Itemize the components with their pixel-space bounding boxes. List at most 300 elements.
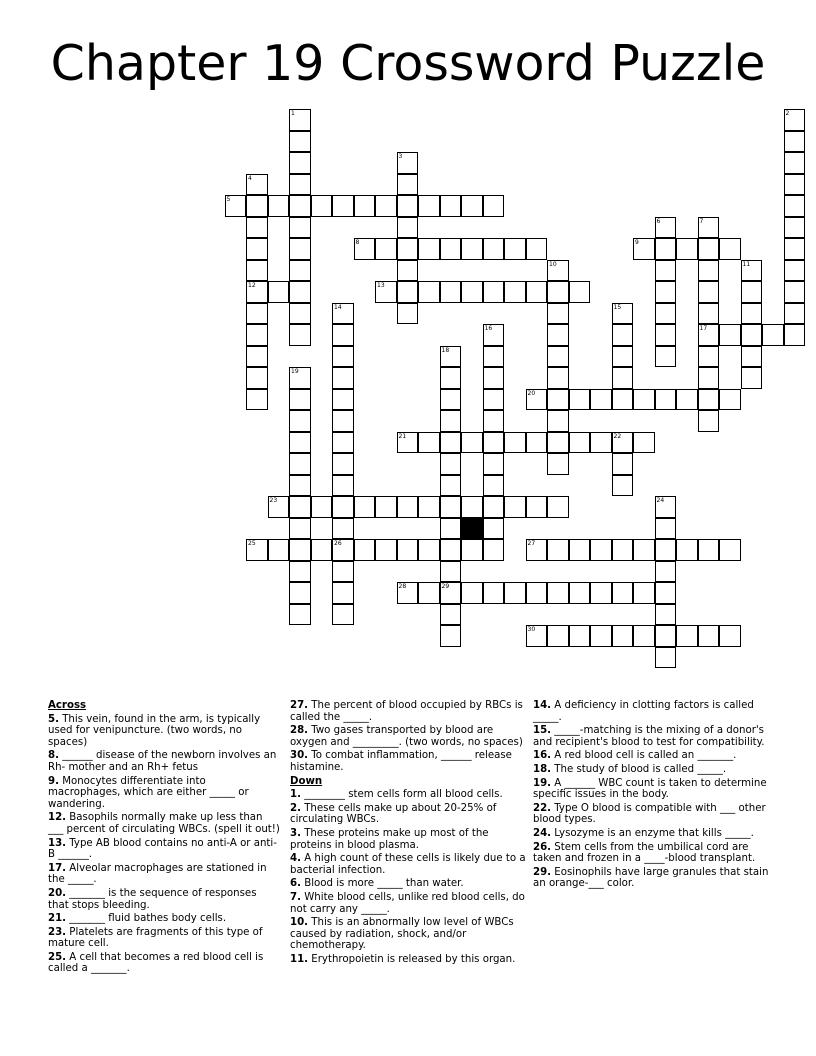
grid-cell[interactable] [504,496,526,518]
grid-cell[interactable] [526,539,548,561]
grid-cell[interactable] [289,260,311,282]
grid-cell[interactable] [483,281,505,303]
grid-cell[interactable] [676,389,698,411]
grid-cell[interactable] [397,152,419,174]
grid-cell[interactable] [698,303,720,325]
grid-cell[interactable] [633,625,655,647]
grid-cell[interactable] [655,539,677,561]
grid-cell[interactable] [332,432,354,454]
grid-cell[interactable] [375,539,397,561]
grid-cell[interactable] [311,195,333,217]
grid-cell[interactable] [547,432,569,454]
clue-number: 1. [290,789,301,801]
grid-cell[interactable] [698,539,720,561]
grid-cell[interactable] [526,238,548,260]
clue-item [290,725,526,748]
grid-cell[interactable] [375,238,397,260]
grid-cell[interactable] [483,195,505,217]
grid-cell[interactable] [332,389,354,411]
grid-cell[interactable] [289,582,311,604]
clue-number-label: 20 [527,389,536,397]
grid-cell[interactable] [332,582,354,604]
clue-number: 16. [533,750,552,762]
grid-cell[interactable] [633,432,655,454]
grid-cell[interactable] [289,367,311,389]
grid-cell[interactable] [397,174,419,196]
grid-cell[interactable] [526,432,548,454]
grid-cell[interactable] [547,367,569,389]
grid-cell[interactable] [289,109,311,131]
clue-item [48,888,280,911]
grid-cell[interactable] [483,582,505,604]
grid-cell[interactable] [246,324,268,346]
grid-cell[interactable] [526,582,548,604]
grid-cell[interactable] [375,281,397,303]
grid-cell[interactable] [246,346,268,368]
clue-item [290,917,526,952]
clue-number-label: 1 [291,110,295,117]
grid-cell[interactable] [741,260,763,282]
grid-cell[interactable] [418,496,440,518]
grid-cell[interactable] [698,346,720,368]
grid-cell[interactable] [246,281,268,303]
grid-cell[interactable] [784,109,806,131]
grid-cell[interactable] [461,496,483,518]
grid-cell[interactable] [698,625,720,647]
grid-cell[interactable] [289,195,311,217]
grid-cell[interactable] [655,389,677,411]
grid-cell[interactable] [440,346,462,368]
grid-cell[interactable] [612,367,634,389]
grid-cell[interactable] [440,367,462,389]
grid-cell[interactable] [784,281,806,303]
grid-cell[interactable] [719,625,741,647]
clue-text: White blood cells, unlike red blood cells, do not carry any _____. [290,891,525,915]
grid-cell[interactable] [698,238,720,260]
grid-cell[interactable] [590,389,612,411]
grid-cell[interactable] [612,453,634,475]
grid-cell[interactable] [332,475,354,497]
grid-cell[interactable] [483,539,505,561]
grid-cell[interactable] [698,410,720,432]
grid-cell[interactable] [483,410,505,432]
clue-number: 18. [533,763,552,775]
grid-cell[interactable] [246,367,268,389]
grid-cell[interactable] [375,496,397,518]
grid-cell[interactable] [332,324,354,346]
grid-cell[interactable] [397,496,419,518]
grid-cell[interactable] [655,303,677,325]
clue-number-label: 29 [441,583,450,590]
grid-cell[interactable] [676,539,698,561]
grid-cell[interactable] [246,238,268,260]
clue-number-label: 7 [699,217,704,225]
grid-cell[interactable] [332,346,354,368]
grid-cell[interactable] [655,625,677,647]
grid-cell[interactable] [332,195,354,217]
grid-cell[interactable] [397,281,419,303]
clue-item [533,803,769,826]
clues-column-1 [48,700,280,977]
clue-text: _______ is the sequence of responses that stops bleeding. [48,887,257,911]
clue-text: The percent of blood occupied by RBCs is called the _____. [290,700,523,723]
grid-cell[interactable] [526,496,548,518]
clue-number: 17. [48,862,67,874]
grid-cell[interactable] [440,561,462,583]
clue-number-label: 3 [398,153,403,160]
grid-cell[interactable] [483,496,505,518]
grid-cell[interactable] [655,324,677,346]
grid-cell[interactable] [440,432,462,454]
grid-cell[interactable] [784,195,806,217]
grid-cell[interactable] [741,324,763,346]
grid-cell[interactable] [483,389,505,411]
clue-item [533,842,769,865]
grid-cell[interactable] [547,281,569,303]
clue-number: 13. [48,837,67,849]
grid-cell[interactable] [461,195,483,217]
grid-cell[interactable] [612,389,634,411]
grid-cell[interactable] [440,410,462,432]
grid-cell[interactable] [547,582,569,604]
grid-cell[interactable] [741,346,763,368]
grid-cell[interactable] [418,432,440,454]
clue-item [48,863,280,886]
grid-cell[interactable] [483,475,505,497]
grid-cell[interactable] [246,539,268,561]
grid-cell[interactable] [483,367,505,389]
clues-column-2 [290,700,526,967]
grid-cell[interactable] [655,604,677,626]
grid-cell[interactable] [655,561,677,583]
grid-cell[interactable] [289,174,311,196]
grid-cell[interactable] [289,131,311,153]
clue-number-label: 4 [248,174,252,182]
grid-cell[interactable] [461,582,483,604]
grid-cell[interactable] [547,625,569,647]
grid-cell[interactable] [569,539,591,561]
clue-text: Blood is more _____ than water. [300,878,464,890]
grid-cell[interactable] [547,260,569,282]
grid-cell[interactable] [289,518,311,540]
clue-text: This vein, found in the arm, is typically used for venipuncture. (two words, no spaces) [48,713,261,748]
grid-cell[interactable] [440,281,462,303]
grid-cell[interactable] [655,281,677,303]
grid-cell[interactable] [225,195,247,217]
grid-black-cell [461,518,483,540]
grid-cell[interactable] [289,453,311,475]
clue-number: 15. [533,725,552,737]
clue-item [48,812,280,835]
grid-cell[interactable] [246,174,268,196]
clue-item [48,750,280,773]
clue-text: _____-matching is the mixing of a donor's and recipient's blood to test for compatibility. [533,725,765,748]
grid-cell[interactable] [526,625,548,647]
grid-cell[interactable] [440,389,462,411]
clue-item [290,803,526,826]
grid-cell[interactable] [397,582,419,604]
grid-cell[interactable] [397,432,419,454]
grid-cell[interactable] [461,432,483,454]
clue-number-label: 9 [635,239,639,246]
grid-cell[interactable] [268,281,290,303]
clue-number-label: 22 [613,432,622,440]
grid-cell[interactable] [289,410,311,432]
grid-cell[interactable] [590,582,612,604]
grid-cell[interactable] [547,453,569,475]
grid-cell[interactable] [719,238,741,260]
grid-cell[interactable] [289,496,311,518]
grid-cell[interactable] [311,496,333,518]
grid-cell[interactable] [784,131,806,153]
grid-cell[interactable] [655,647,677,669]
grid-cell[interactable] [526,281,548,303]
grid-cell[interactable] [547,389,569,411]
grid-cell[interactable] [784,174,806,196]
grid-cell[interactable] [289,604,311,626]
grid-cell[interactable] [612,303,634,325]
grid-cell[interactable] [440,453,462,475]
grid-cell[interactable] [289,238,311,260]
grid-cell[interactable] [354,238,376,260]
grid-cell[interactable] [332,410,354,432]
grid-cell[interactable] [655,346,677,368]
clue-number: 21. [48,913,67,925]
grid-cell[interactable] [569,389,591,411]
grid-cell[interactable] [332,496,354,518]
grid-cell[interactable] [483,453,505,475]
grid-cell[interactable] [289,561,311,583]
grid-cell[interactable] [289,432,311,454]
grid-cell[interactable] [633,389,655,411]
grid-cell[interactable] [483,324,505,346]
grid-cell[interactable] [440,195,462,217]
grid-cell[interactable] [676,625,698,647]
grid-cell[interactable] [483,238,505,260]
grid-cell[interactable] [590,432,612,454]
grid-cell[interactable] [655,260,677,282]
grid-cell[interactable] [354,496,376,518]
clue-number-label: 25 [248,540,256,547]
grid-cell[interactable] [612,539,634,561]
grid-cell[interactable] [547,410,569,432]
grid-cell[interactable] [784,217,806,239]
clue-text: Platelets are fragments of this type of mature cell. [48,926,263,950]
grid-cell[interactable] [698,324,720,346]
grid-cell[interactable] [504,238,526,260]
clue-text: A cell that becomes a red blood cell is called a _______. [48,951,264,975]
grid-cell[interactable] [289,217,311,239]
grid-cell[interactable] [719,389,741,411]
grid-cell[interactable] [655,582,677,604]
clue-text: Two gases transported by blood are oxygen and _________. (two words, no spaces) [290,725,523,748]
grid-cell[interactable] [547,539,569,561]
grid-cell[interactable] [461,281,483,303]
clue-number-label: 15 [613,303,622,311]
grid-cell[interactable] [440,582,462,604]
grid-cell[interactable] [784,238,806,260]
clue-text: These cells make up about 20-25% of circulating WBCs. [290,802,497,826]
grid-cell[interactable] [633,539,655,561]
grid-cell[interactable] [504,582,526,604]
grid-cell[interactable] [354,539,376,561]
grid-cell[interactable] [526,389,548,411]
grid-cell[interactable] [590,539,612,561]
clue-item [48,776,280,811]
grid-cell[interactable] [289,152,311,174]
grid-cell[interactable] [741,367,763,389]
clue-number: 23. [48,926,67,938]
clue-item [533,764,769,776]
grid-cell[interactable] [418,281,440,303]
clue-number-label: 26 [334,540,342,547]
grid-cell[interactable] [612,475,634,497]
clue-item [533,867,769,890]
clue-number: 3. [290,827,301,839]
grid-cell[interactable] [397,303,419,325]
grid-cell[interactable] [289,475,311,497]
grid-cell[interactable] [590,625,612,647]
grid-cell[interactable] [246,260,268,282]
clue-number-label: 13 [377,282,385,289]
grid-cell[interactable] [440,604,462,626]
grid-cell[interactable] [397,260,419,282]
grid-cell[interactable] [289,324,311,346]
clue-number: 6. [290,878,301,890]
grid-cell[interactable] [375,195,397,217]
clue-number: 5. [48,713,59,725]
grid-cell[interactable] [246,389,268,411]
grid-cell[interactable] [246,195,268,217]
clues-column-3 [533,700,769,892]
grid-cell[interactable] [784,324,806,346]
grid-cell[interactable] [332,303,354,325]
grid-cell[interactable] [440,238,462,260]
grid-cell[interactable] [461,238,483,260]
grid-cell[interactable] [569,582,591,604]
clue-number-label: 16 [484,325,493,332]
grid-cell[interactable] [655,217,677,239]
grid-cell[interactable] [289,303,311,325]
grid-cell[interactable] [354,195,376,217]
grid-cell[interactable] [483,346,505,368]
grid-cell[interactable] [397,217,419,239]
grid-cell[interactable] [698,217,720,239]
grid-cell[interactable] [268,195,290,217]
clue-item [48,913,280,925]
grid-cell[interactable] [762,324,784,346]
grid-cell[interactable] [676,238,698,260]
grid-cell[interactable] [418,539,440,561]
grid-cell[interactable] [440,475,462,497]
grid-cell[interactable] [289,539,311,561]
grid-cell[interactable] [504,281,526,303]
clue-number: 26. [533,841,552,853]
grid-cell[interactable] [569,625,591,647]
grid-cell[interactable] [633,582,655,604]
clue-text: Erythropoietin is released by this organ. [308,953,516,965]
clue-number: 19. [533,777,552,789]
grid-cell[interactable] [719,324,741,346]
grid-cell[interactable] [741,281,763,303]
grid-cell[interactable] [483,432,505,454]
grid-cell[interactable] [397,539,419,561]
grid-cell[interactable] [397,238,419,260]
grid-cell[interactable] [461,539,483,561]
grid-cell[interactable] [698,281,720,303]
grid-cell[interactable] [569,432,591,454]
grid-cell[interactable] [246,303,268,325]
grid-cell[interactable] [698,367,720,389]
grid-cell[interactable] [332,367,354,389]
grid-cell[interactable] [418,195,440,217]
grid-cell[interactable] [397,195,419,217]
grid-cell[interactable] [698,260,720,282]
grid-cell[interactable] [698,389,720,411]
grid-cell[interactable] [504,432,526,454]
grid-cell[interactable] [440,539,462,561]
clue-text: ________ stem cells form all blood cells. [300,789,503,801]
grid-cell[interactable] [784,303,806,325]
grid-cell[interactable] [332,561,354,583]
clue-number-label: 21 [398,432,407,440]
grid-cell[interactable] [547,496,569,518]
grid-cell[interactable] [332,539,354,561]
grid-cell[interactable] [483,518,505,540]
clue-number: 11. [290,953,309,965]
grid-cell[interactable] [332,518,354,540]
clue-item [290,878,526,890]
clue-item [533,700,769,723]
grid-cell[interactable] [719,539,741,561]
grid-cell[interactable] [655,518,677,540]
grid-cell[interactable] [612,625,634,647]
grid-cell[interactable] [784,152,806,174]
grid-cell[interactable] [612,324,634,346]
grid-cell[interactable] [440,625,462,647]
grid-cell[interactable] [332,453,354,475]
clue-item [290,892,526,915]
grid-cell[interactable] [440,496,462,518]
down-clue-list-continued [533,700,769,890]
grid-cell[interactable] [332,604,354,626]
grid-cell[interactable] [741,303,763,325]
clue-text: The study of blood is called _____. [551,763,727,775]
grid-cell[interactable] [612,582,634,604]
grid-cell[interactable] [268,496,290,518]
grid-cell[interactable] [612,346,634,368]
grid-cell[interactable] [289,281,311,303]
clue-number-label: 19 [291,368,299,375]
grid-cell[interactable] [612,432,634,454]
grid-cell[interactable] [418,238,440,260]
grid-cell[interactable] [547,346,569,368]
grid-cell[interactable] [655,238,677,260]
grid-cell[interactable] [440,518,462,540]
grid-cell[interactable] [784,260,806,282]
grid-cell[interactable] [246,217,268,239]
clue-text: A high count of these cells is likely due to a bacterial infection. [290,853,526,876]
grid-cell[interactable] [289,389,311,411]
grid-cell[interactable] [569,281,591,303]
grid-cell[interactable] [268,539,290,561]
grid-cell[interactable] [547,303,569,325]
grid-cell[interactable] [311,539,333,561]
grid-cell[interactable] [655,496,677,518]
grid-cell[interactable] [633,238,655,260]
grid-cell[interactable] [418,582,440,604]
grid-cell[interactable] [547,324,569,346]
